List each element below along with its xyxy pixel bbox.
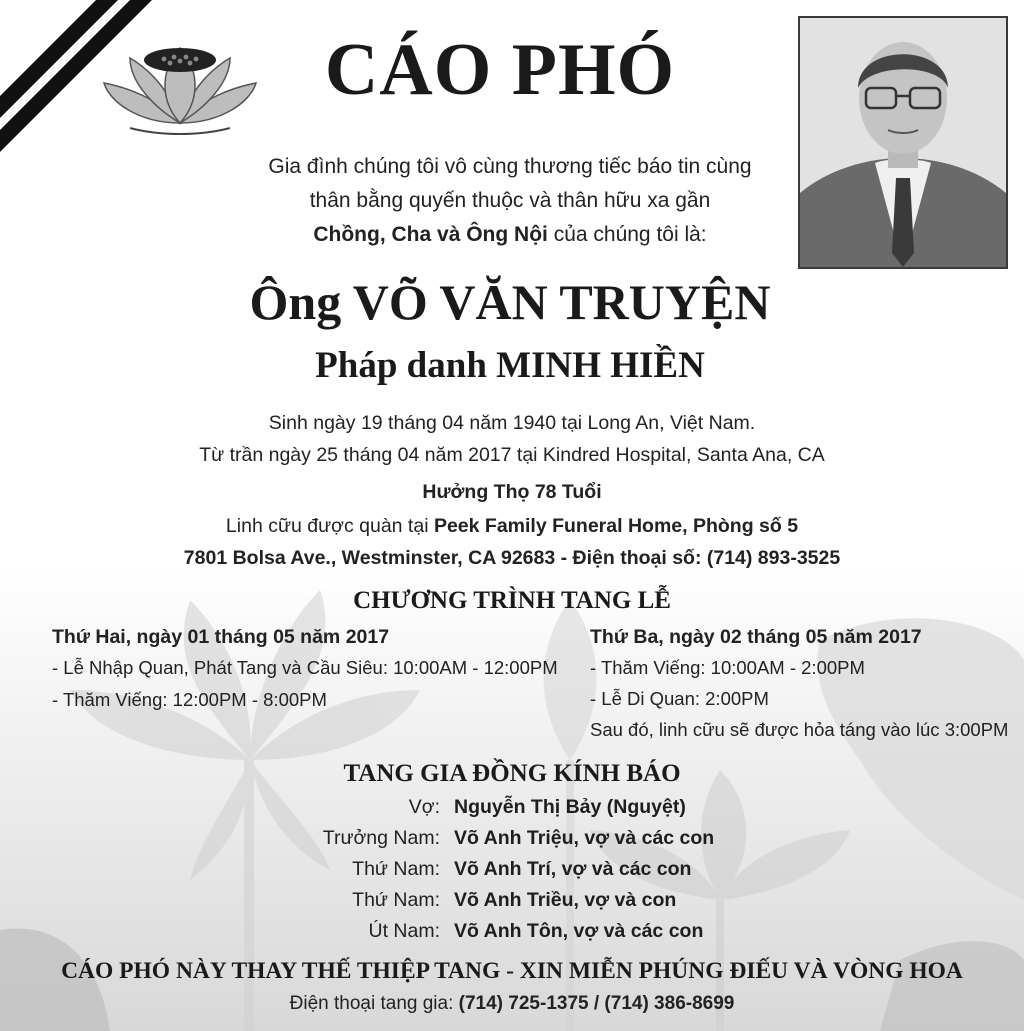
viewing-location [112,513,912,539]
day1-item: - Thăm Viếng: 12:00PM - 8:00PM [52,689,327,710]
deceased-name: Ông VÕ VĂN TRUYỆN [249,274,771,330]
family-role: Thứ Nam: [352,889,440,911]
day1-date: Thứ Hai, ngày 01 tháng 05 năm 2017 [52,626,390,648]
viewing-prefix: Linh cữu được quàn tại [225,515,434,537]
dharma-name: Pháp danh MINH HIỀN [315,345,705,386]
intro-relation: Chồng, Cha và Ông Nội [313,223,548,246]
family-member-name: Nguyễn Thị Bảy (Nguyệt) [454,796,686,818]
family-role: Thứ Nam: [352,858,440,880]
family-member-name: Võ Anh Triệu, vợ và các con [454,827,715,849]
notice-banner: CÁO PHÓ NÀY THAY THẾ THIỆP TANG - XIN MIỄN PHÚNG ĐIẾU VÀ VÒNG HOA [61,958,963,984]
intro-line-3 [230,220,790,250]
age-info: Hưởng Thọ 78 Tuổi [422,481,602,503]
family-role: Út Nam: [368,920,440,942]
portrait-photo [798,16,1008,269]
death-info: Từ trần ngày 25 tháng 04 năm 2017 tại Kindred Hospital, Santa Ana, CA [199,444,825,466]
family-member-name: Võ Anh Triều, vợ và con [454,889,677,911]
family-role: Trưởng Nam: [322,827,440,849]
family-member-name: Võ Anh Trí, vợ và các con [454,858,692,880]
program-heading: CHƯƠNG TRÌNH TANG LỄ [353,587,671,614]
intro-line-2: thân bằng quyến thuộc và thân hữu xa gần [309,189,711,212]
phone-label: Điện thoại tang gia: [289,993,459,1014]
day1-item: - Lễ Nhập Quan, Phát Tang và Cầu Siêu: 10:00AM - 12:00PM [52,657,558,678]
funeral-home-address: 7801 Bolsa Ave., Westminster, CA 92683 - Điện thoại số: (714) 893-3525 [183,547,841,569]
page-title: CÁO PHÓ [324,29,676,111]
family-heading: TANG GIA ĐỒNG KÍNH BÁO [343,760,681,787]
viewing-place: Peek Family Funeral Home, Phòng số 5 [433,515,799,537]
birth-info: Sinh ngày 19 tháng 04 năm 1940 tại Long An, Việt Nam. [268,412,756,434]
lotus-icon [100,28,260,140]
day2-date: Thứ Ba, ngày 02 tháng 05 năm 2017 [590,626,922,648]
family-phone [212,990,812,1018]
day2-item: - Thăm Viếng: 10:00AM - 2:00PM [590,657,865,678]
day2-item: - Lễ Di Quan: 2:00PM [590,688,769,709]
phone-numbers: (714) 725-1375 / (714) 386-8699 [458,993,735,1014]
family-member-name: Võ Anh Tôn, vợ và các con [454,920,704,942]
family-role: Vợ: [408,796,440,818]
intro-suffix: của chúng tôi là: [547,223,707,246]
intro-line-1: Gia đình chúng tôi vô cùng thương tiếc báo tin cùng [268,155,752,178]
day2-item: Sau đó, linh cữu sẽ được hỏa táng vào lúc 3:00PM [590,719,1009,740]
